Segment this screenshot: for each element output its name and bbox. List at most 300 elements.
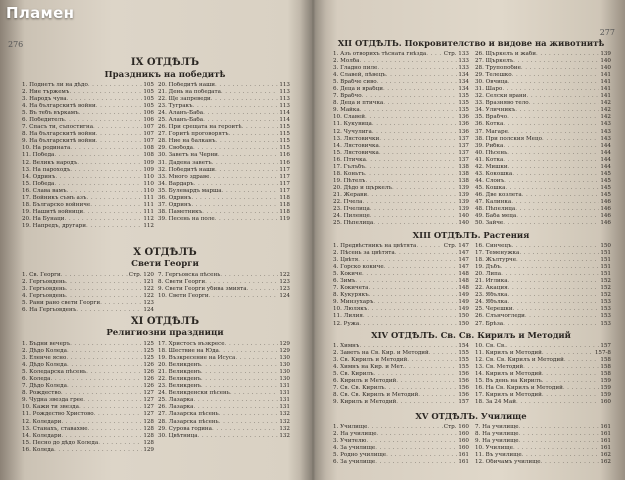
toc-entry-page: 161 (458, 452, 469, 459)
toc-entry (22, 411, 154, 418)
toc-entry-page: 153 (600, 299, 611, 306)
toc-entry-title: 6. Деца и врабци (333, 86, 383, 93)
toc-entry (158, 82, 290, 89)
toc-entry (475, 51, 611, 58)
toc-leader-dots (365, 114, 457, 121)
toc-entry (22, 145, 154, 152)
toc-entry-page: 134 (458, 79, 469, 86)
toc-entry (333, 250, 469, 257)
toc-entry-title: 12. Чучулига (333, 128, 372, 135)
toc-leader-dots (503, 321, 599, 328)
toc-entry-title: 17. Теменужка (475, 250, 520, 257)
toc-entry-title: 4. Гергьовдень (22, 293, 66, 300)
toc-entry-title: 46. Две козлета (475, 191, 522, 198)
toc-leader-dots (519, 250, 599, 257)
toc-entry-page: 114 (279, 110, 290, 117)
toc-entry-title: 12. Коледари (22, 418, 62, 425)
toc-entry (158, 110, 290, 117)
toc-entry-title: 8. На училище (475, 431, 519, 438)
toc-leader-dots (370, 206, 458, 213)
toc-entry-page: 117 (279, 187, 290, 194)
toc-entry (22, 272, 154, 279)
toc-leader-dots (513, 445, 599, 452)
toc-leader-dots (370, 213, 458, 220)
toc-entry-title: 30. Цвѣтница (158, 432, 198, 439)
toc-entry-title: 13. Св. Методий (475, 364, 524, 371)
brand-logo: Пламен (6, 4, 75, 22)
toc-entry-title: 25. Черешки (475, 306, 513, 313)
toc-entry-page: 132 (279, 432, 290, 439)
toc-entry (333, 164, 469, 171)
toc-entry-title: 1. Бъдни вечеръ (22, 341, 71, 347)
toc-entry-title: 10. Славей (333, 114, 366, 121)
toc-entry (22, 440, 154, 447)
toc-entry-title: 16. На Св. Кирилъ и Методий (475, 385, 563, 392)
toc-leader-dots (191, 202, 278, 209)
toc-leader-dots (515, 206, 599, 213)
toc-entry-page: 126 (143, 362, 154, 369)
toc-entry (158, 426, 290, 433)
toc-entry-page: 145 (600, 191, 611, 198)
toc-entry-title: 31. Дадена заветъ (158, 159, 212, 166)
toc-entry-page: Стр. 133 (443, 51, 469, 57)
toc-leader-dots (359, 343, 457, 350)
toc-entry-title: 22. Ще запреведи (158, 96, 211, 103)
toc-leader-dots (66, 293, 143, 300)
toc-entry (333, 143, 469, 150)
toc-leader-dots (511, 199, 599, 206)
toc-leader-dots (359, 58, 457, 65)
toc-entry-title: 8. Св. Св. Кирилъ и Методий (333, 392, 419, 399)
toc-entry-page: 122 (279, 272, 290, 278)
toc-entry-title: 26. Щъркелъ и жаби (475, 51, 536, 57)
toc-entry-page: 122 (143, 293, 154, 300)
toc-entry (333, 452, 469, 459)
toc-entry-title: 38. Паметникъ (158, 208, 203, 215)
toc-leader-dots (219, 419, 279, 426)
toc-leader-dots (211, 96, 279, 103)
toc-entry (475, 257, 611, 264)
toc-entry-title: 11. Въ училище (475, 452, 522, 459)
toc-entry-title: 5. Коледарска пѣсень (22, 369, 87, 376)
toc-entry-page: 149 (458, 299, 469, 306)
toc-leader-dots (220, 272, 278, 279)
toc-entry-title: 16. Синчецъ (475, 243, 512, 249)
toc-entry (333, 271, 469, 278)
toc-leader-dots (377, 431, 458, 438)
toc-entry-page: 130 (279, 369, 290, 376)
toc-entry-page: 131 (279, 390, 290, 397)
toc-column (333, 343, 469, 406)
toc-entry-title: 29. Сурова година (158, 425, 212, 432)
toc-leader-dots (193, 404, 278, 411)
toc-entry-page: 119 (279, 215, 290, 222)
toc-entry (475, 459, 611, 466)
toc-entry-page: 161 (458, 459, 469, 466)
toc-entry-page: 147 (458, 257, 469, 264)
toc-entry-page: 128 (143, 418, 154, 425)
toc-entry-page: 138 (458, 163, 469, 170)
toc-entry-title: 18. За 24 Май (475, 399, 516, 406)
toc-leader-dots (508, 164, 600, 171)
toc-leader-dots (526, 93, 599, 100)
toc-entry (158, 383, 290, 390)
toc-entry-page: 113 (279, 96, 290, 103)
toc-entry (333, 392, 469, 399)
toc-entry (475, 452, 611, 459)
toc-leader-dots (503, 157, 599, 164)
toc-entry-page: 117 (279, 166, 290, 173)
toc-leader-dots (501, 271, 599, 278)
toc-leader-dots (372, 129, 457, 136)
toc-leader-dots (536, 51, 599, 58)
toc-entry (475, 445, 611, 452)
toc-entry-page: 140 (458, 213, 469, 220)
toc-entry (158, 96, 290, 103)
toc-entry-title: 2. Гергьовдень (22, 279, 66, 286)
toc-entry (158, 117, 290, 124)
toc-entry (22, 152, 154, 159)
toc-entry-title: 8. Деца и птичка (333, 100, 384, 107)
toc-entry-page: 147 (458, 250, 469, 257)
toc-entry (475, 157, 611, 164)
toc-entry-title: 19. Пѣтелъ (333, 177, 366, 184)
toc-entry-title: 17. Христосъ възкресе (158, 341, 225, 347)
toc-entry-page: 122 (143, 286, 154, 293)
toc-entry-title: 1. Св. Георги (22, 272, 61, 278)
toc-entry (475, 278, 611, 285)
toc-entry (475, 424, 611, 431)
toc-entry (22, 181, 154, 188)
toc-entry-title: 29. Свобода (158, 145, 193, 152)
toc-entry (158, 188, 290, 195)
toc-entry (475, 321, 611, 328)
toc-entry (22, 447, 154, 454)
toc-column (333, 51, 469, 227)
toc-leader-dots (508, 79, 600, 86)
toc-entry-page: 158 (600, 364, 611, 371)
toc-leader-dots (503, 143, 599, 150)
toc-entry-page: 149 (458, 306, 469, 313)
toc-entry-title: 4. Дѣдо Коледа (22, 362, 67, 369)
toc-entry-page: 135 (458, 93, 469, 100)
toc-entry-title: 9. На българскитѣ войни (22, 138, 96, 145)
toc-entry-title: 38. При полския Мецо (475, 135, 542, 142)
toc-entry (22, 355, 154, 362)
toc-entry-page: 157 (600, 343, 611, 349)
toc-entry-page: 144 (600, 156, 611, 163)
toc-leader-dots (507, 114, 599, 121)
toc-entry-page: 158 (600, 371, 611, 378)
toc-entry-title: 10. Люлякъ (333, 306, 368, 313)
toc-leader-dots (365, 178, 457, 185)
toc-entry-title: 26. Лазарка (158, 404, 194, 411)
toc-entry (158, 152, 290, 159)
toc-entry-title: 7. Св. Св. Кирилъ (333, 385, 385, 392)
toc-entry-title: 33. Вразняво тело (475, 100, 529, 107)
toc-entry-title: 14. Одринъ (22, 173, 56, 180)
toc-entry-title: 14. Лястовичка (333, 142, 379, 149)
toc-entry-page: 151 (600, 271, 611, 278)
toc-entry-title: 9. Минзухаръ (333, 299, 374, 306)
toc-entry (333, 65, 469, 72)
toc-entry-page: 151 (600, 250, 611, 257)
toc-leader-dots (512, 171, 599, 178)
toc-leader-dots (513, 58, 599, 65)
toc-entry-page: 161 (600, 424, 611, 430)
toc-leader-dots (79, 110, 143, 117)
toc-entry-title: 28. Трупопобие (475, 65, 521, 72)
toc-entry-page: 134 (458, 86, 469, 93)
toc-entry (333, 285, 469, 292)
toc-entry-title: 8. Рождество (22, 390, 61, 397)
toc-entry (475, 399, 611, 406)
toc-entry (475, 220, 611, 227)
toc-entry-title: 30. Заветъ на Черни (158, 152, 218, 159)
toc-entry-title: 3. Учителю (333, 438, 367, 445)
toc-entry (22, 300, 154, 307)
toc-leader-dots (69, 89, 142, 96)
toc-leader-dots (96, 131, 143, 138)
toc-entry-page: 148 (458, 285, 469, 292)
toc-entry (333, 93, 469, 100)
toc-entry-title: 1. Химнъ (333, 343, 360, 349)
toc-entry-page: 146 (600, 198, 611, 205)
toc-entry (22, 397, 154, 404)
toc-entry-page: 161 (600, 431, 611, 438)
toc-entry (333, 445, 469, 452)
toc-entry (22, 426, 154, 433)
toc-leader-dots (373, 299, 457, 306)
toc-entry-title: 39. Рибка (475, 142, 504, 149)
toc-entry-page: 145 (600, 184, 611, 191)
toc-entry-title: 35. Врабчо (475, 114, 508, 121)
toc-entry (333, 136, 469, 143)
toc-entry-title: 6. На Гергьовденъ (22, 307, 77, 314)
toc-leader-dots (201, 362, 278, 369)
toc-leader-dots (515, 107, 599, 114)
toc-entry-title: 31. Шаро (475, 86, 503, 93)
toc-entry-page: 148 (458, 271, 469, 278)
toc-leader-dots (507, 150, 599, 157)
toc-entry (475, 438, 611, 445)
toc-entry (158, 272, 290, 279)
toc-leader-dots (358, 257, 457, 264)
toc-entry-title: 9. Свети Георги убива змията (158, 286, 247, 293)
toc-leader-dots (216, 138, 279, 145)
toc-leader-dots (230, 390, 279, 397)
toc-entry-page: 154 (458, 343, 469, 349)
toc-entry-title: 18. Българско войниче (22, 201, 91, 208)
toc-entry-page: 110 (143, 187, 154, 194)
toc-entry (22, 223, 154, 230)
toc-leader-dots (54, 152, 142, 159)
toc-leader-dots (77, 160, 142, 167)
toc-leader-dots (505, 185, 599, 192)
toc-leader-dots (516, 213, 599, 220)
toc-entry-page: 115 (279, 145, 290, 152)
toc-entry-title: 2. Ние тържемъ (22, 89, 70, 96)
toc-entry-title: 10. Кажи ти звезда (22, 404, 79, 411)
toc-entry-title: 15. Лястовичка (333, 149, 379, 156)
toc-entry-page: 131 (279, 404, 290, 411)
toc-entry-title: 22. Акация (475, 285, 508, 292)
toc-entry (158, 138, 290, 145)
toc-entry-page: 150 (458, 320, 469, 327)
section-heading: XII ОТДѢЛЪ. Покровителство и видове на животнитѣ (337, 38, 605, 48)
toc-entry (158, 286, 290, 293)
section-heading: IX ОТДѢЛЪ (130, 57, 200, 68)
toc-entry (22, 124, 154, 131)
toc-leader-dots (362, 93, 458, 100)
toc-entry (158, 362, 290, 369)
toc-leader-dots (96, 103, 143, 110)
toc-entry-title: 35. Булевардъ марша (158, 187, 222, 194)
toc-entry-page: 126 (143, 383, 154, 390)
toc-leader-dots (86, 223, 142, 230)
toc-entry-title: 13. Станахъ, ставахме (22, 425, 88, 432)
toc-entry-title: 1. Предвѣстникъ на цвѣтята (333, 243, 417, 249)
toc-entry-title: 5. Кокиче (333, 271, 363, 278)
toc-entry (333, 385, 469, 392)
toc-entry (158, 124, 290, 131)
toc-entry-title: 5. Рани рано свети Георги (22, 300, 101, 307)
toc-leader-dots (203, 117, 278, 124)
toc-leader-dots (66, 279, 143, 286)
toc-entry-page: 136 (458, 121, 469, 128)
toc-entry-title: 24. Ябълка (475, 299, 508, 306)
toc-entry-page: 144 (600, 149, 611, 156)
toc-leader-dots (519, 438, 600, 445)
toc-entry-page: 106 (143, 110, 154, 117)
toc-entry (475, 86, 611, 93)
toc-entry-title: 30. Овчица (475, 79, 508, 86)
toc-entry-title: 27. Брѣза (475, 320, 504, 327)
toc-leader-dots (503, 121, 599, 128)
toc-entry-page: 107 (143, 138, 154, 145)
toc-leader-dots (88, 82, 143, 89)
toc-entry-title: 1. Училище (333, 424, 368, 430)
toc-leader-dots (513, 306, 600, 313)
toc-leader-dots (90, 202, 142, 209)
toc-entry (158, 355, 290, 362)
toc-entry-title: 11. Победа (22, 152, 55, 159)
toc-entry (22, 160, 154, 167)
toc-entry-page: 162 (600, 459, 611, 466)
toc-leader-dots (67, 96, 143, 103)
toc-entry-title: 34. Вардаръ (158, 180, 194, 187)
toc-entry-title: 15. Песно до дѣдо Коледа (22, 439, 99, 446)
toc-entry-page: 129 (143, 446, 154, 453)
toc-entry-page: 125 (143, 348, 154, 355)
toc-entry-title: 28. Лазарска пѣсень (158, 418, 219, 425)
toc-entry-page: 112 (143, 222, 154, 229)
toc-entry-page: 127 (143, 404, 154, 411)
toc-entry-title: 6. Кирилъ и Методий (333, 378, 397, 385)
toc-entry-title: 22. Великденъ (158, 376, 201, 383)
toc-leader-dots (61, 419, 142, 426)
toc-entry-page: 152 (600, 278, 611, 285)
toc-entry (158, 404, 290, 411)
toc-entry-page: 129 (279, 348, 290, 355)
toc-entry-page: 123 (279, 279, 290, 286)
toc-entry (333, 313, 469, 320)
toc-entry (475, 107, 611, 114)
toc-entry-page: 110 (143, 173, 154, 180)
toc-entry (475, 185, 611, 192)
toc-entry-title: 32. Победитѣ наши (158, 166, 216, 173)
page-number: 277 (599, 28, 615, 37)
toc-leader-dots (367, 306, 457, 313)
toc-entry-title: 3. Св. Кирилъ и Методий (333, 357, 408, 364)
toc-entry (475, 192, 611, 199)
toc-entry-page: 143 (600, 121, 611, 128)
toc-entry-page: 109 (143, 166, 154, 173)
toc-entry-title: 20. Великденъ (158, 362, 201, 369)
left-page (0, 0, 312, 480)
toc-entry (158, 195, 290, 202)
toc-entry (158, 131, 290, 138)
toc-entry (333, 79, 469, 86)
toc-entry (158, 376, 290, 383)
toc-entry-title: 21. День на победата (158, 89, 221, 96)
toc-entry-page: 135 (458, 100, 469, 107)
toc-entry (333, 157, 469, 164)
toc-entry-title: 21. Великденъ (158, 369, 201, 376)
toc-leader-dots (521, 65, 599, 72)
toc-entry (333, 72, 469, 79)
toc-entry-page: 153 (600, 306, 611, 313)
toc-entry-page: 159 (600, 385, 611, 392)
toc-entry-page: 139 (458, 184, 469, 191)
toc-entry-page: 138 (458, 177, 469, 184)
toc-entry (22, 307, 154, 314)
toc-entry-title: 11. Кирилъ и Методий (475, 350, 542, 357)
toc-leader-dots (209, 293, 279, 300)
toc-entry-title: 19. Напредъ, другари (22, 222, 86, 229)
toc-leader-dots (88, 426, 143, 433)
toc-entry-title: 14. Коледари (22, 432, 62, 439)
toc-entry-page: 106 (143, 117, 154, 124)
toc-entry (333, 171, 469, 178)
toc-leader-dots (368, 285, 457, 292)
toc-leader-dots (426, 51, 443, 58)
toc-column (158, 341, 290, 440)
toc-leader-dots (219, 348, 278, 355)
toc-entry-page: 160 (458, 438, 469, 445)
toc-leader-dots (76, 307, 142, 314)
toc-entry (475, 385, 611, 392)
toc-entry-title: 24. Великденски пѣсень (158, 390, 230, 397)
toc-entry-page: 142 (600, 107, 611, 114)
toc-entry-title: 21. Жерави (333, 191, 368, 198)
toc-entry (333, 438, 469, 445)
toc-entry-title: 6. Коледа (22, 376, 51, 383)
toc-entry-page: 160 (600, 399, 611, 406)
toc-entry (475, 178, 611, 185)
toc-entry-title: 9. На училище (475, 438, 519, 445)
toc-entry-page: 135 (458, 107, 469, 114)
toc-leader-dots (65, 117, 143, 124)
toc-entry-title: 34. Уличникъ (475, 107, 516, 114)
toc-leader-dots (247, 286, 279, 293)
toc-leader-dots (61, 390, 142, 397)
toc-entry (333, 51, 469, 58)
toc-entry-page: 118 (279, 208, 290, 215)
section-subtitle: Праздникъ на победитѣ (104, 70, 226, 80)
toc-entry (333, 292, 469, 299)
toc-leader-dots (94, 411, 143, 418)
